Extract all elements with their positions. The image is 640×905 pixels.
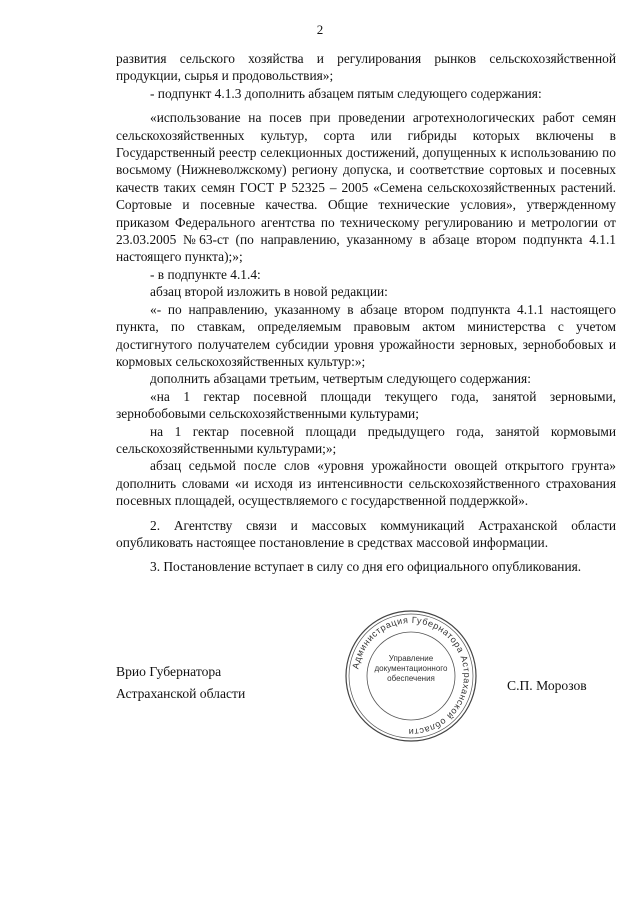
paragraph-point-2: 2. Агентству связи и массовых коммуникаций Астраханской области опубликовать настоящее постановление в средствах массовой информации. — [116, 517, 616, 550]
paragraph-point-3: 3. Постановление вступает в силу со дня его официального опубликования. — [150, 559, 582, 575]
paragraph-subpoint-4-1-3: - подпункт 4.1.3 дополнить абзацем пятым следующего содержания: — [150, 85, 542, 101]
page-number: 2 — [316, 22, 324, 37]
signatory-title-line1: Врио Губернатора — [116, 664, 222, 679]
signatory-name: С.П. Морозов — [507, 678, 587, 693]
signatory-title-line2: Астраханской области — [116, 686, 246, 701]
signatory-title — [116, 661, 245, 705]
paragraph-rates-clause: «- по направлению, указанному в абзаце втором подпункта 4.1.1 настоящего пункта, по ставкам, определяемым правовым актом министерства с учетом достигнутого получателем субсидии уровня урожайности зерновых, зернобобовых и кормовых сельскохозяйственных культур:»; — [116, 301, 616, 369]
paragraph-second-abzac: абзац второй изложить в новой редакции: — [150, 284, 388, 300]
paragraph-subpoint-4-1-4: - в подпункте 4.1.4: — [150, 266, 261, 282]
paragraph-seventh-abzac: абзац седьмой после слов «уровня урожайности овощей открытого грунта» дополнить словами «и исходя из интенсивности сельскохозяйственного страхования посевных площадей, осуществляемого с государственной поддержкой». — [116, 458, 616, 509]
stamp-inner-line3: обеспечения — [387, 674, 435, 683]
stamp-ring-text: Администрация Губернатора Астраханской области — [350, 614, 473, 738]
paragraph-seeds-clause: «использование на посев при проведении агротехнологических работ семян сельскохозяйственных культур, сорта или гибриды которых включены в Государственный реестр селекционных достижений, допущенных к использованию по восьмому (Нижневолжскому) региону допуска, и соответствие сортовых и посевных качеств таких семян ГОСТ Р 52325 – 2005 «Семена сельскохозяйственных растений. Сортовые и посевные качества. Общие технические условия», утвержденному приказом Федерального агентства по техническому регулированию и метрологии от 23.03.2005 №63-ст (по направлению, указанному в абзаце втором подпункта 4.1.1 настоящего пункта);»; — [116, 110, 616, 265]
paragraph-previous-year: на 1 гектар посевной площади предыдущего года, занятой кормовыми сельскохозяйственными культурами;»; — [116, 423, 616, 456]
document-body — [116, 50, 616, 576]
paragraph-current-year: «на 1 гектар посевной площади текущего года, занятой зерновыми, зернобобовыми сельскохозяйственными культурами; — [116, 388, 616, 422]
paragraph-add-abzacs: дополнить абзацами третьим, четвертым следующего содержания: — [150, 371, 531, 387]
official-stamp — [343, 608, 479, 744]
stamp-inner-line2: документационного — [374, 664, 448, 673]
stamp-center-text — [369, 654, 453, 684]
paragraph-continuation: развития сельского хозяйства и регулирования рынков сельскохозяйственной продукции, сырья и продовольствия»; — [116, 51, 616, 84]
stamp-inner-line1: Управление — [388, 654, 434, 663]
